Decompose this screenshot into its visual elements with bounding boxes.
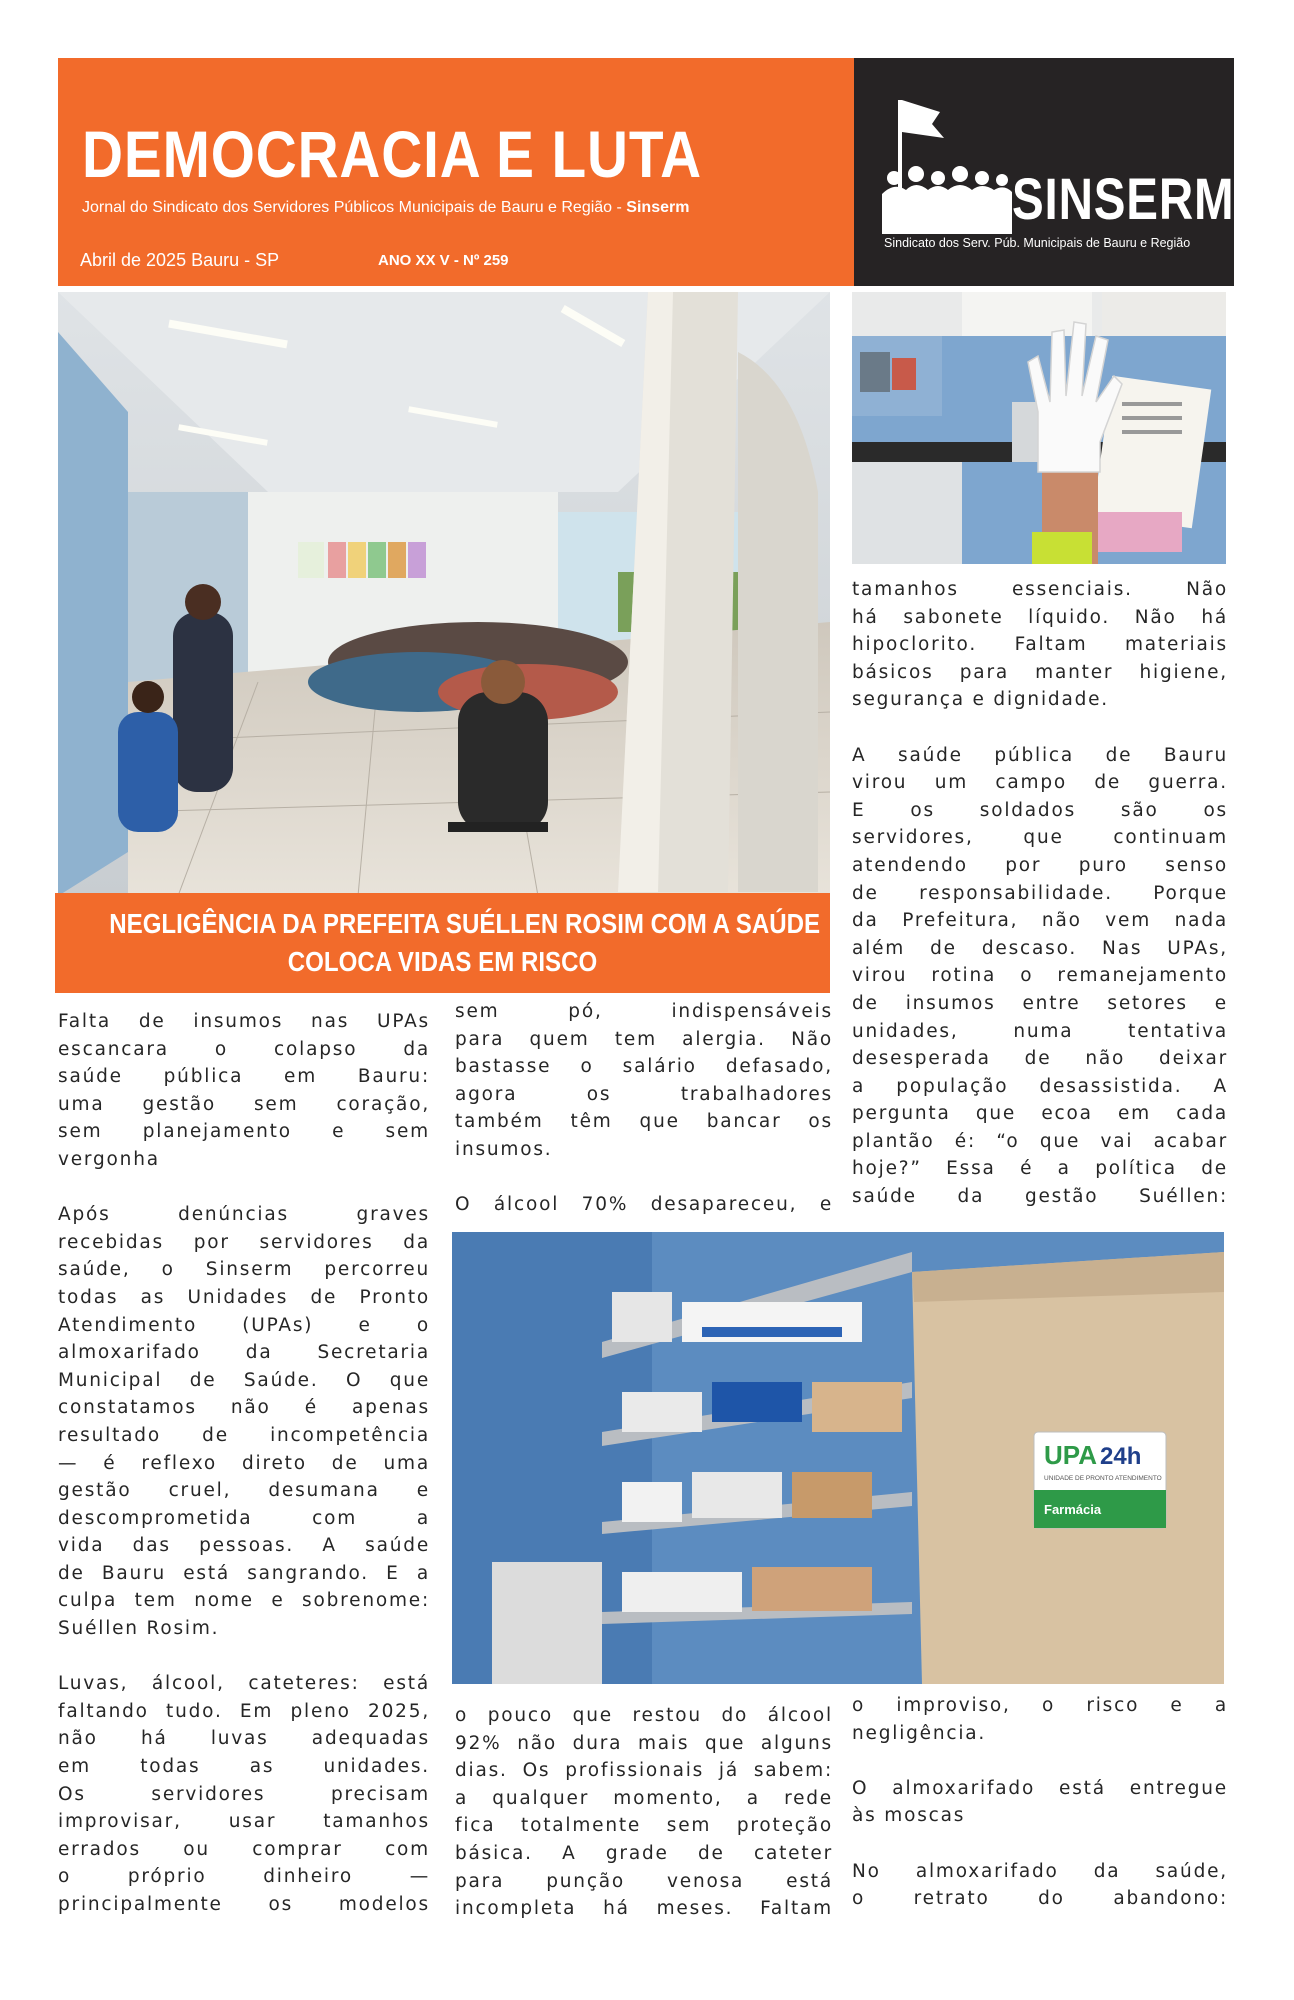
text-line: descomprometida com a — [58, 1507, 430, 1529]
text-line: de Bauru está sangrando. E a — [58, 1562, 430, 1584]
upa-sign-hours: 24h — [1100, 1443, 1142, 1470]
subheading-almoxarifado: O almoxarifado está entregue — [852, 1777, 1228, 1799]
text-line: desesperada de não deixar — [852, 1048, 1228, 1070]
text-line: resultado de incompetência — [58, 1424, 430, 1446]
text-line: para punção venosa está — [455, 1870, 833, 1892]
text-line: 92% não dura mais que alguns — [455, 1732, 833, 1754]
newspaper-subtitle — [82, 199, 689, 217]
text-line: também têm que bancar os — [455, 1111, 833, 1133]
upa-sign-subtitle: UNIDADE DE PRONTO ATENDIMENTO — [1044, 1475, 1162, 1482]
text-line: hoje?” Essa é a política de — [852, 1158, 1228, 1180]
text-line: da Prefeitura, não vem nada — [852, 910, 1228, 932]
masthead — [58, 58, 1234, 286]
text-line: incompleta há meses. Faltam — [455, 1898, 833, 1920]
text-line: atendendo por puro senso — [852, 854, 1228, 876]
text-line: há sabonete líquido. Não há — [852, 606, 1228, 628]
text-line: básicos para manter higiene, — [852, 661, 1228, 683]
text-line: errados ou comprar com — [58, 1838, 430, 1860]
text-line: principalmente os modelos — [58, 1894, 430, 1915]
issue-date: Abril de 2025 Bauru - SP — [80, 250, 280, 270]
sinserm-logo-word: SINSERM — [1012, 167, 1235, 232]
masthead-title-panel — [58, 58, 854, 286]
text-line: para quem tem alergia. Não — [455, 1028, 833, 1050]
newspaper-title: DEMOCRACIA E LUTA — [82, 117, 703, 191]
upa-sign-brand: UPA — [1044, 1440, 1097, 1470]
text-line: a qualquer momento, a rede — [455, 1787, 833, 1809]
text-line: culpa tem nome e sobrenome: — [58, 1590, 430, 1612]
text-line: vida das pessoas. A saúde — [58, 1535, 430, 1557]
text-line: hipoclorito. Faltam materiais — [852, 634, 1228, 656]
text-line: sem planejamento e sem — [58, 1121, 430, 1143]
article-column-3-bottom — [852, 1692, 1228, 1913]
upa-sign-label: Farmácia — [1044, 1502, 1102, 1517]
text-line: de insumos entre setores e — [852, 992, 1228, 1014]
text-line: O álcool 70% desapareceu, e — [455, 1194, 833, 1216]
text-line: Luvas, álcool, cateteres: está — [58, 1673, 430, 1695]
text-line: A saúde pública de Bauru — [852, 744, 1228, 766]
photo-upa-waiting-room — [58, 292, 830, 896]
text-line: Municipal de Saúde. O que — [58, 1369, 430, 1391]
headline-banner — [55, 893, 830, 993]
sinserm-logo-tagline: Sindicato dos Serv. Púb. Municipais de Bauru e Região — [884, 236, 1191, 250]
photo-upa-pharmacy — [452, 1232, 1224, 1684]
text-line: virou um campo de guerra. — [852, 772, 1228, 794]
text-line: o retrato do abandono: — [852, 1888, 1228, 1910]
text-line: sem pó, indispensáveis — [455, 1001, 833, 1022]
text-line: E os soldados são os — [852, 799, 1228, 821]
text-line: gestão cruel, desumana e — [58, 1480, 430, 1502]
text-line: recebidas por servidores da — [58, 1231, 430, 1253]
text-line: além de descaso. Nas UPAs, — [852, 937, 1228, 959]
text-line: uma gestão sem coração, — [58, 1093, 430, 1115]
text-line: bastasse o salário defasado, — [455, 1056, 833, 1078]
text-line: improvisar, usar tamanhos — [58, 1811, 430, 1833]
text-line: insumos. — [455, 1138, 553, 1160]
text-line: faltando tudo. Em pleno 2025, — [58, 1700, 430, 1722]
text-line: de responsabilidade. Porque — [852, 882, 1228, 904]
text-line: negligência. — [852, 1722, 987, 1744]
subtitle-text: Jornal do Sindicato dos Servidores Públicos Municipais de Bauru e Região - — [82, 199, 627, 216]
issue-edition: ANO XX V - Nº 259 — [378, 252, 509, 269]
photo-glove-hand — [852, 292, 1226, 564]
article-column-1 — [58, 1008, 430, 1919]
headline-line-1: NEGLIGÊNCIA DA PREFEITA SUÉLLEN ROSIM COM A SAÚDE — [109, 908, 821, 939]
text-line: vergonha — [58, 1148, 160, 1170]
text-line: No almoxarifado da saúde, — [852, 1860, 1228, 1882]
text-line: o improviso, o risco e a — [852, 1695, 1228, 1716]
text-line: saúde, o Sinserm percorreu — [58, 1259, 430, 1281]
text-line: o pouco que restou do álcool — [455, 1705, 833, 1726]
subtitle-sinserm: Sinserm — [626, 199, 690, 216]
text-line: escancara o colapso da — [58, 1038, 430, 1060]
text-line: básica. A grade de cateter — [455, 1842, 833, 1864]
text-line: saúde da gestão Suéllen: — [852, 1186, 1228, 1208]
text-line: saúde pública em Bauru: — [58, 1066, 430, 1088]
headline-line-2: COLOCA VIDAS EM RISCO — [287, 946, 598, 977]
text-line: plantão é: “o que vai acabar — [852, 1130, 1228, 1152]
text-line: pergunta que ecoa em cada — [852, 1103, 1228, 1125]
text-line: todas as Unidades de Pronto — [58, 1286, 430, 1308]
masthead-logo-panel — [854, 58, 1234, 286]
text-line: almoxarifado da Secretaria — [58, 1342, 430, 1364]
text-line: fica totalmente sem proteção — [455, 1815, 833, 1837]
text-line: Os servidores precisam — [58, 1783, 430, 1805]
text-line: Atendimento (UPAs) e o — [58, 1314, 430, 1336]
article-column-3-top — [852, 576, 1228, 1211]
subheading-almoxarifado-end: às moscas — [852, 1805, 966, 1827]
text-line: Suéllen Rosim. — [58, 1618, 220, 1640]
text-line: virou rotina o remanejamento — [852, 965, 1228, 987]
text-line: servidores, que continuam — [852, 827, 1228, 849]
text-line: segurança e dignidade. — [852, 689, 1109, 711]
article-column-2-bottom — [455, 1702, 833, 1923]
text-line: constatamos não é apenas — [58, 1397, 430, 1419]
text-line: Falta de insumos nas UPAs — [58, 1011, 430, 1032]
text-line: — é reflexo direto de uma — [58, 1452, 430, 1474]
text-line: dias. Os profissionais já sabem: — [455, 1760, 833, 1782]
sinserm-flag-crowd-icon — [882, 94, 1012, 234]
text-line: o próprio dinheiro — — [58, 1866, 430, 1888]
text-line: Após denúncias graves — [58, 1204, 430, 1226]
text-line: não há luvas adequadas — [58, 1728, 430, 1750]
text-line: em todas as unidades. — [58, 1756, 430, 1778]
text-line: a população desassistida. A — [852, 1075, 1228, 1097]
text-line: unidades, numa tentativa — [852, 1020, 1228, 1042]
article-column-2-top — [455, 998, 833, 1219]
text-line: tamanhos essenciais. Não — [852, 579, 1228, 600]
text-line: agora os trabalhadores — [455, 1083, 833, 1105]
